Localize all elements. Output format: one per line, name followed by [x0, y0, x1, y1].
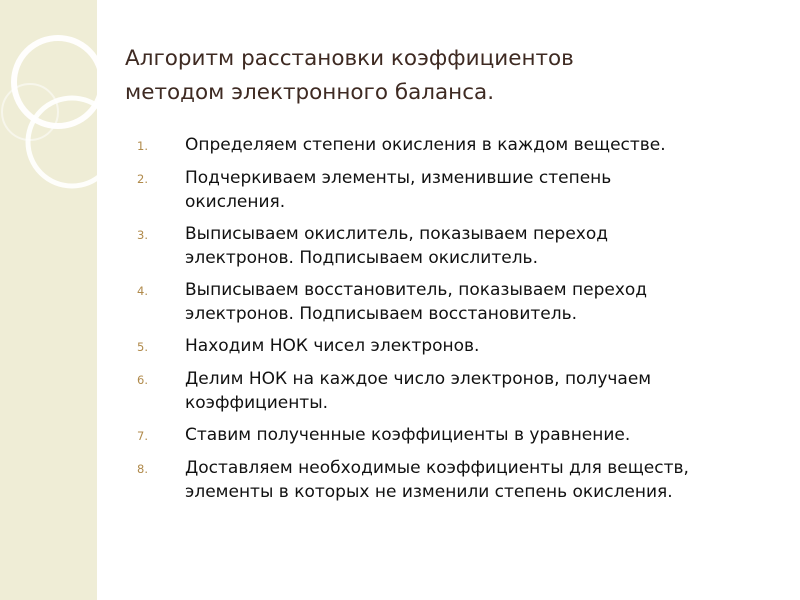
step-number: 7.	[137, 429, 148, 443]
step-number: 6.	[137, 373, 148, 387]
step-number: 8.	[137, 462, 148, 476]
step-text: Ставим полученные коэффициенты в уравнение.	[185, 425, 631, 445]
step-text: Делим НОК на каждое число электронов, получаем коэффициенты.	[185, 369, 652, 413]
list-item	[137, 222, 787, 270]
step-text: Выписываем окислитель, показываем переход электронов. Подписываем окислитель.	[185, 224, 608, 268]
step-number: 4.	[137, 284, 148, 298]
step-text: Находим НОК чисел электронов.	[185, 336, 480, 356]
step-text: Доставляем необходимые коэффициенты для веществ, элементы в которых не изменили степень окисления.	[185, 458, 689, 502]
list-item	[137, 166, 787, 214]
list-item	[137, 334, 787, 359]
title-line-2: методом электронного баланса.	[125, 80, 495, 105]
step-number: 3.	[137, 228, 148, 242]
small-ring	[28, 98, 116, 186]
slide-title	[125, 42, 765, 110]
list-item	[137, 456, 787, 504]
list-item	[137, 423, 787, 448]
list-item	[137, 278, 787, 326]
list-item	[137, 367, 787, 415]
step-text: Выписываем восстановитель, показываем переход электронов. Подписываем восстановитель.	[185, 280, 648, 324]
step-text: Определяем степени окисления в каждом веществе.	[185, 135, 666, 155]
step-number: 2.	[137, 172, 148, 186]
list-item	[137, 133, 787, 158]
algorithm-steps-list	[137, 133, 787, 512]
step-number: 5.	[137, 340, 148, 354]
title-line-1: Алгоритм расстановки коэффициентов	[125, 46, 574, 71]
step-number: 1.	[137, 139, 148, 153]
step-text: Подчеркиваем элементы, изменившие степень окисления.	[185, 168, 612, 212]
